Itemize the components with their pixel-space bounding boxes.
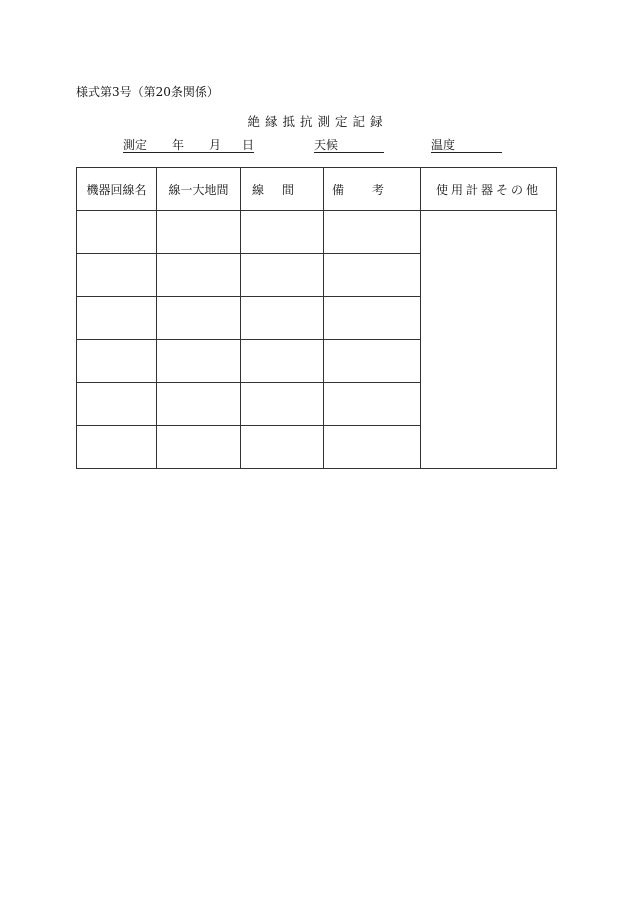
year-label: 年: [172, 138, 185, 152]
month-label: 月: [209, 138, 222, 152]
cell-line-to-line[interactable]: [241, 297, 324, 340]
cell-instruments-other[interactable]: [421, 211, 557, 469]
cell-remarks[interactable]: [324, 340, 421, 383]
cell-line-to-line[interactable]: [241, 340, 324, 383]
cell-remarks[interactable]: [324, 211, 421, 254]
cell-line-to-ground[interactable]: [157, 426, 241, 469]
header-remarks: 備考: [324, 168, 421, 211]
cell-remarks[interactable]: [324, 254, 421, 297]
cell-line-to-ground[interactable]: [157, 211, 241, 254]
cell-line-to-ground[interactable]: [157, 297, 241, 340]
cell-equipment-circuit[interactable]: [77, 211, 157, 254]
cell-remarks[interactable]: [324, 383, 421, 426]
cell-line-to-line[interactable]: [241, 426, 324, 469]
cell-line-to-ground[interactable]: [157, 254, 241, 297]
table-header-row: [77, 168, 557, 211]
cell-line-to-ground[interactable]: [157, 383, 241, 426]
cell-remarks[interactable]: [324, 426, 421, 469]
form-number-label: 様式第3号（第20条関係）: [76, 85, 219, 99]
header-equipment-circuit: 機器回線名: [77, 168, 157, 211]
header-line-to-ground: 線一大地間: [157, 168, 241, 211]
cell-equipment-circuit[interactable]: [77, 426, 157, 469]
cell-equipment-circuit[interactable]: [77, 297, 157, 340]
temperature-label: 温度: [431, 138, 456, 152]
cell-equipment-circuit[interactable]: [77, 383, 157, 426]
cell-line-to-line[interactable]: [241, 211, 324, 254]
weather-field[interactable]: [314, 136, 384, 153]
header-instruments-other: 使用計器その他: [421, 168, 557, 211]
cell-line-to-ground[interactable]: [157, 340, 241, 383]
day-label: 日: [242, 138, 255, 152]
insulation-record-table: [76, 167, 557, 469]
cell-line-to-line[interactable]: [241, 383, 324, 426]
date-label: 測定: [123, 138, 148, 152]
measurement-date-field[interactable]: [123, 136, 254, 153]
temperature-field[interactable]: [431, 136, 502, 153]
weather-label: 天候: [314, 138, 339, 152]
cell-line-to-line[interactable]: [241, 254, 324, 297]
cell-equipment-circuit[interactable]: [77, 254, 157, 297]
cell-remarks[interactable]: [324, 297, 421, 340]
cell-equipment-circuit[interactable]: [77, 340, 157, 383]
header-line-to-line: 線間: [241, 168, 324, 211]
table-row: [77, 211, 557, 254]
document-title: 絶縁抵抗測定記録: [247, 114, 388, 129]
